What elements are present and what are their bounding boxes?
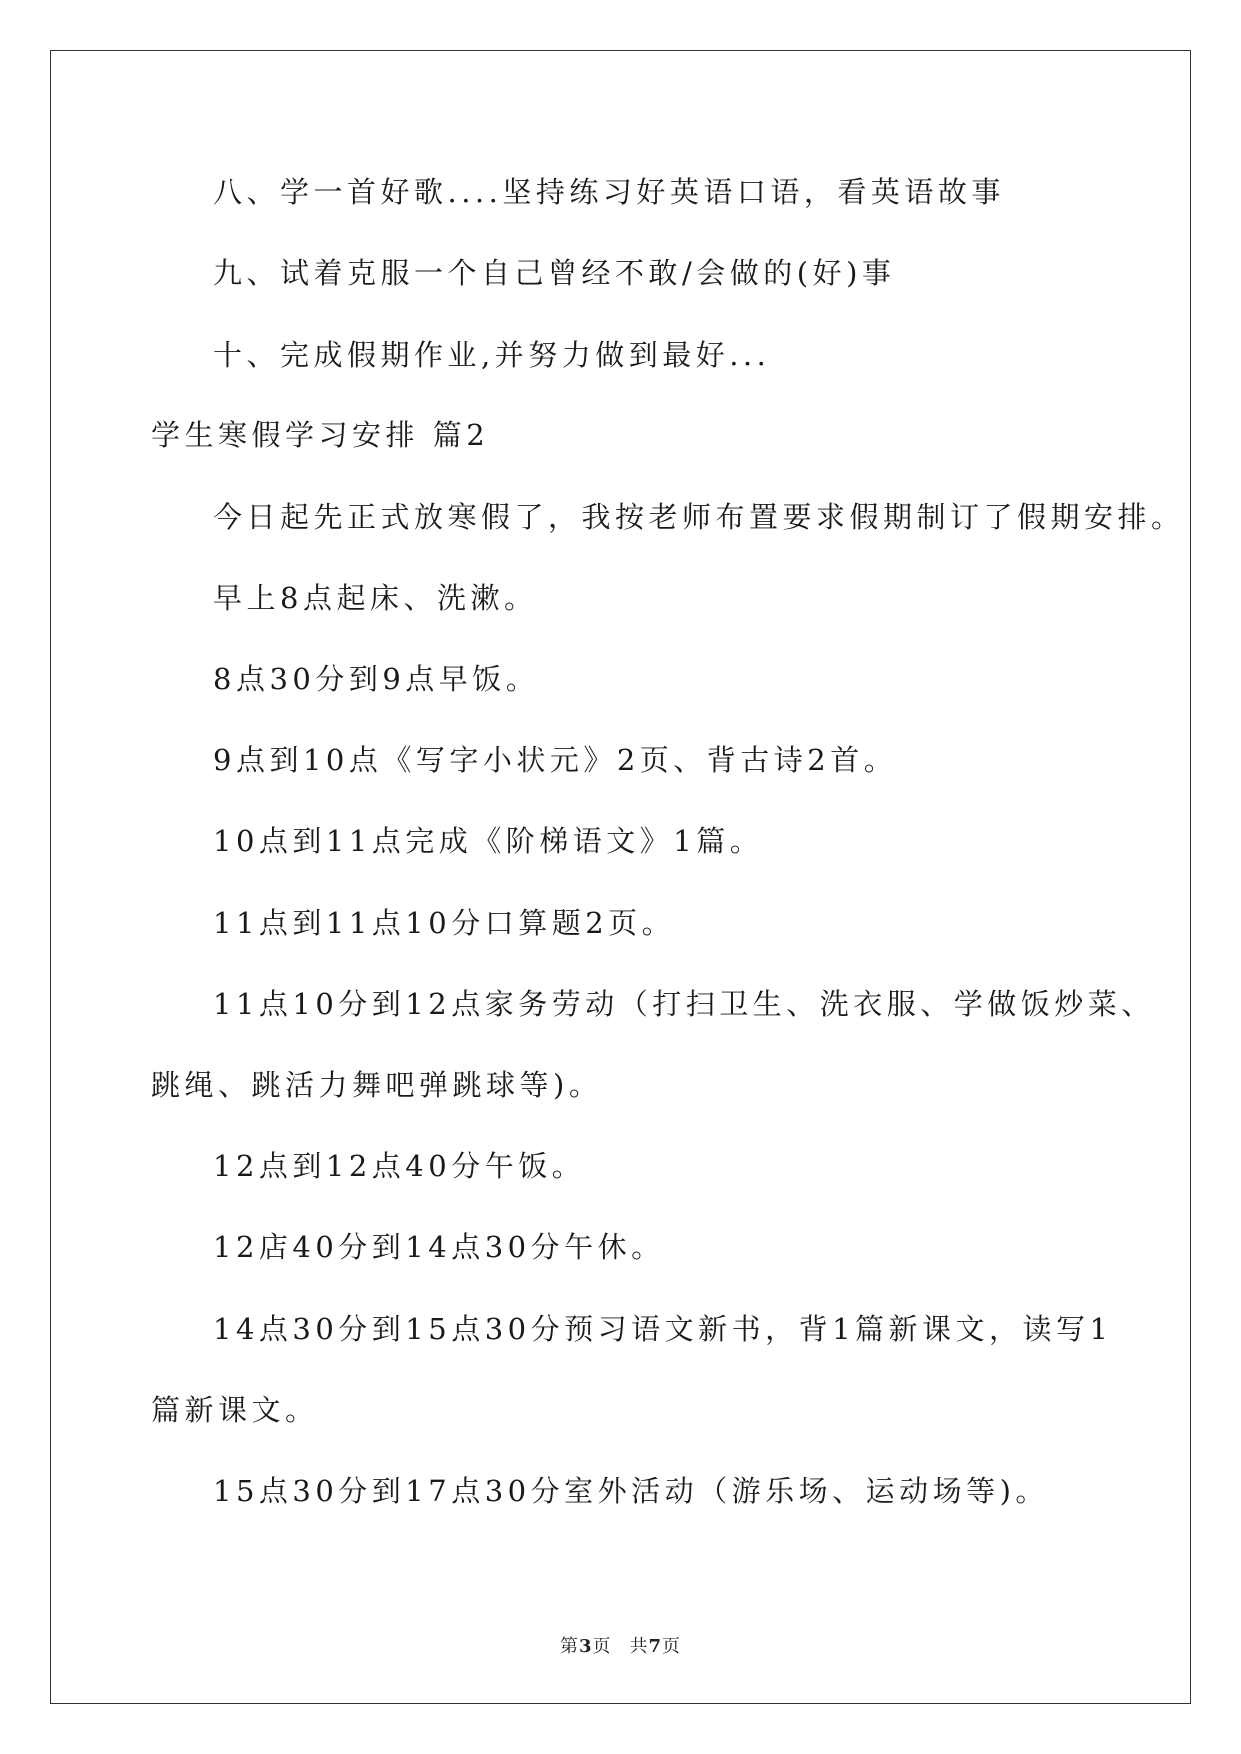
section-heading: 学生寒假学习安排 篇2: [151, 418, 490, 452]
footer-total-prefix: 共: [629, 1636, 649, 1657]
schedule-line-continued: 跳绳、跳活力舞吧弹跳球等)。: [151, 1068, 603, 1102]
footer-page-suffix: 页: [592, 1636, 612, 1657]
schedule-line: 12店40分到14点30分午休。: [213, 1230, 665, 1264]
footer-total-suffix: 页: [662, 1636, 682, 1657]
schedule-line: 早上8点起床、洗漱。: [213, 581, 538, 615]
schedule-line-continued: 篇新课文。: [151, 1393, 319, 1427]
schedule-line: 9点到10点《写字小状元》2页、背古诗2首。: [213, 743, 898, 777]
schedule-line: 11点到11点10分口算题2页。: [213, 906, 676, 940]
schedule-line: 8点30分到9点早饭。: [213, 662, 540, 696]
schedule-line: 12点到12点40分午饭。: [213, 1149, 586, 1183]
paragraph-intro: 今日起先正式放寒假了，我按老师布置要求假期制订了假期安排。: [213, 500, 1185, 534]
page-frame: [50, 50, 1191, 1704]
schedule-line: 15点30分到17点30分室外活动（游乐场、运动场等)。: [213, 1474, 1049, 1508]
paragraph-item-9: 九、试着克服一个自己曾经不敢/会做的(好)事: [213, 256, 896, 290]
schedule-line: 14点30分到15点30分预习语文新书，背1篇新课文，读写1: [213, 1312, 1113, 1346]
paragraph-item-10: 十、完成假期作业,并努力做到最好...: [213, 338, 771, 372]
paragraph-item-8: 八、学一首好歌....坚持练习好英语口语，看英语故事: [213, 175, 1005, 209]
schedule-line: 11点10分到12点家务劳动（打扫卫生、洗衣服、学做饭炒菜、: [213, 987, 1155, 1021]
page-footer: [0, 1635, 1241, 1659]
footer-current-page: 3: [578, 1636, 593, 1657]
footer-prefix: 第: [559, 1636, 579, 1657]
footer-total-pages: 7: [648, 1636, 663, 1657]
schedule-line: 10点到11点完成《阶梯语文》1篇。: [213, 824, 764, 858]
